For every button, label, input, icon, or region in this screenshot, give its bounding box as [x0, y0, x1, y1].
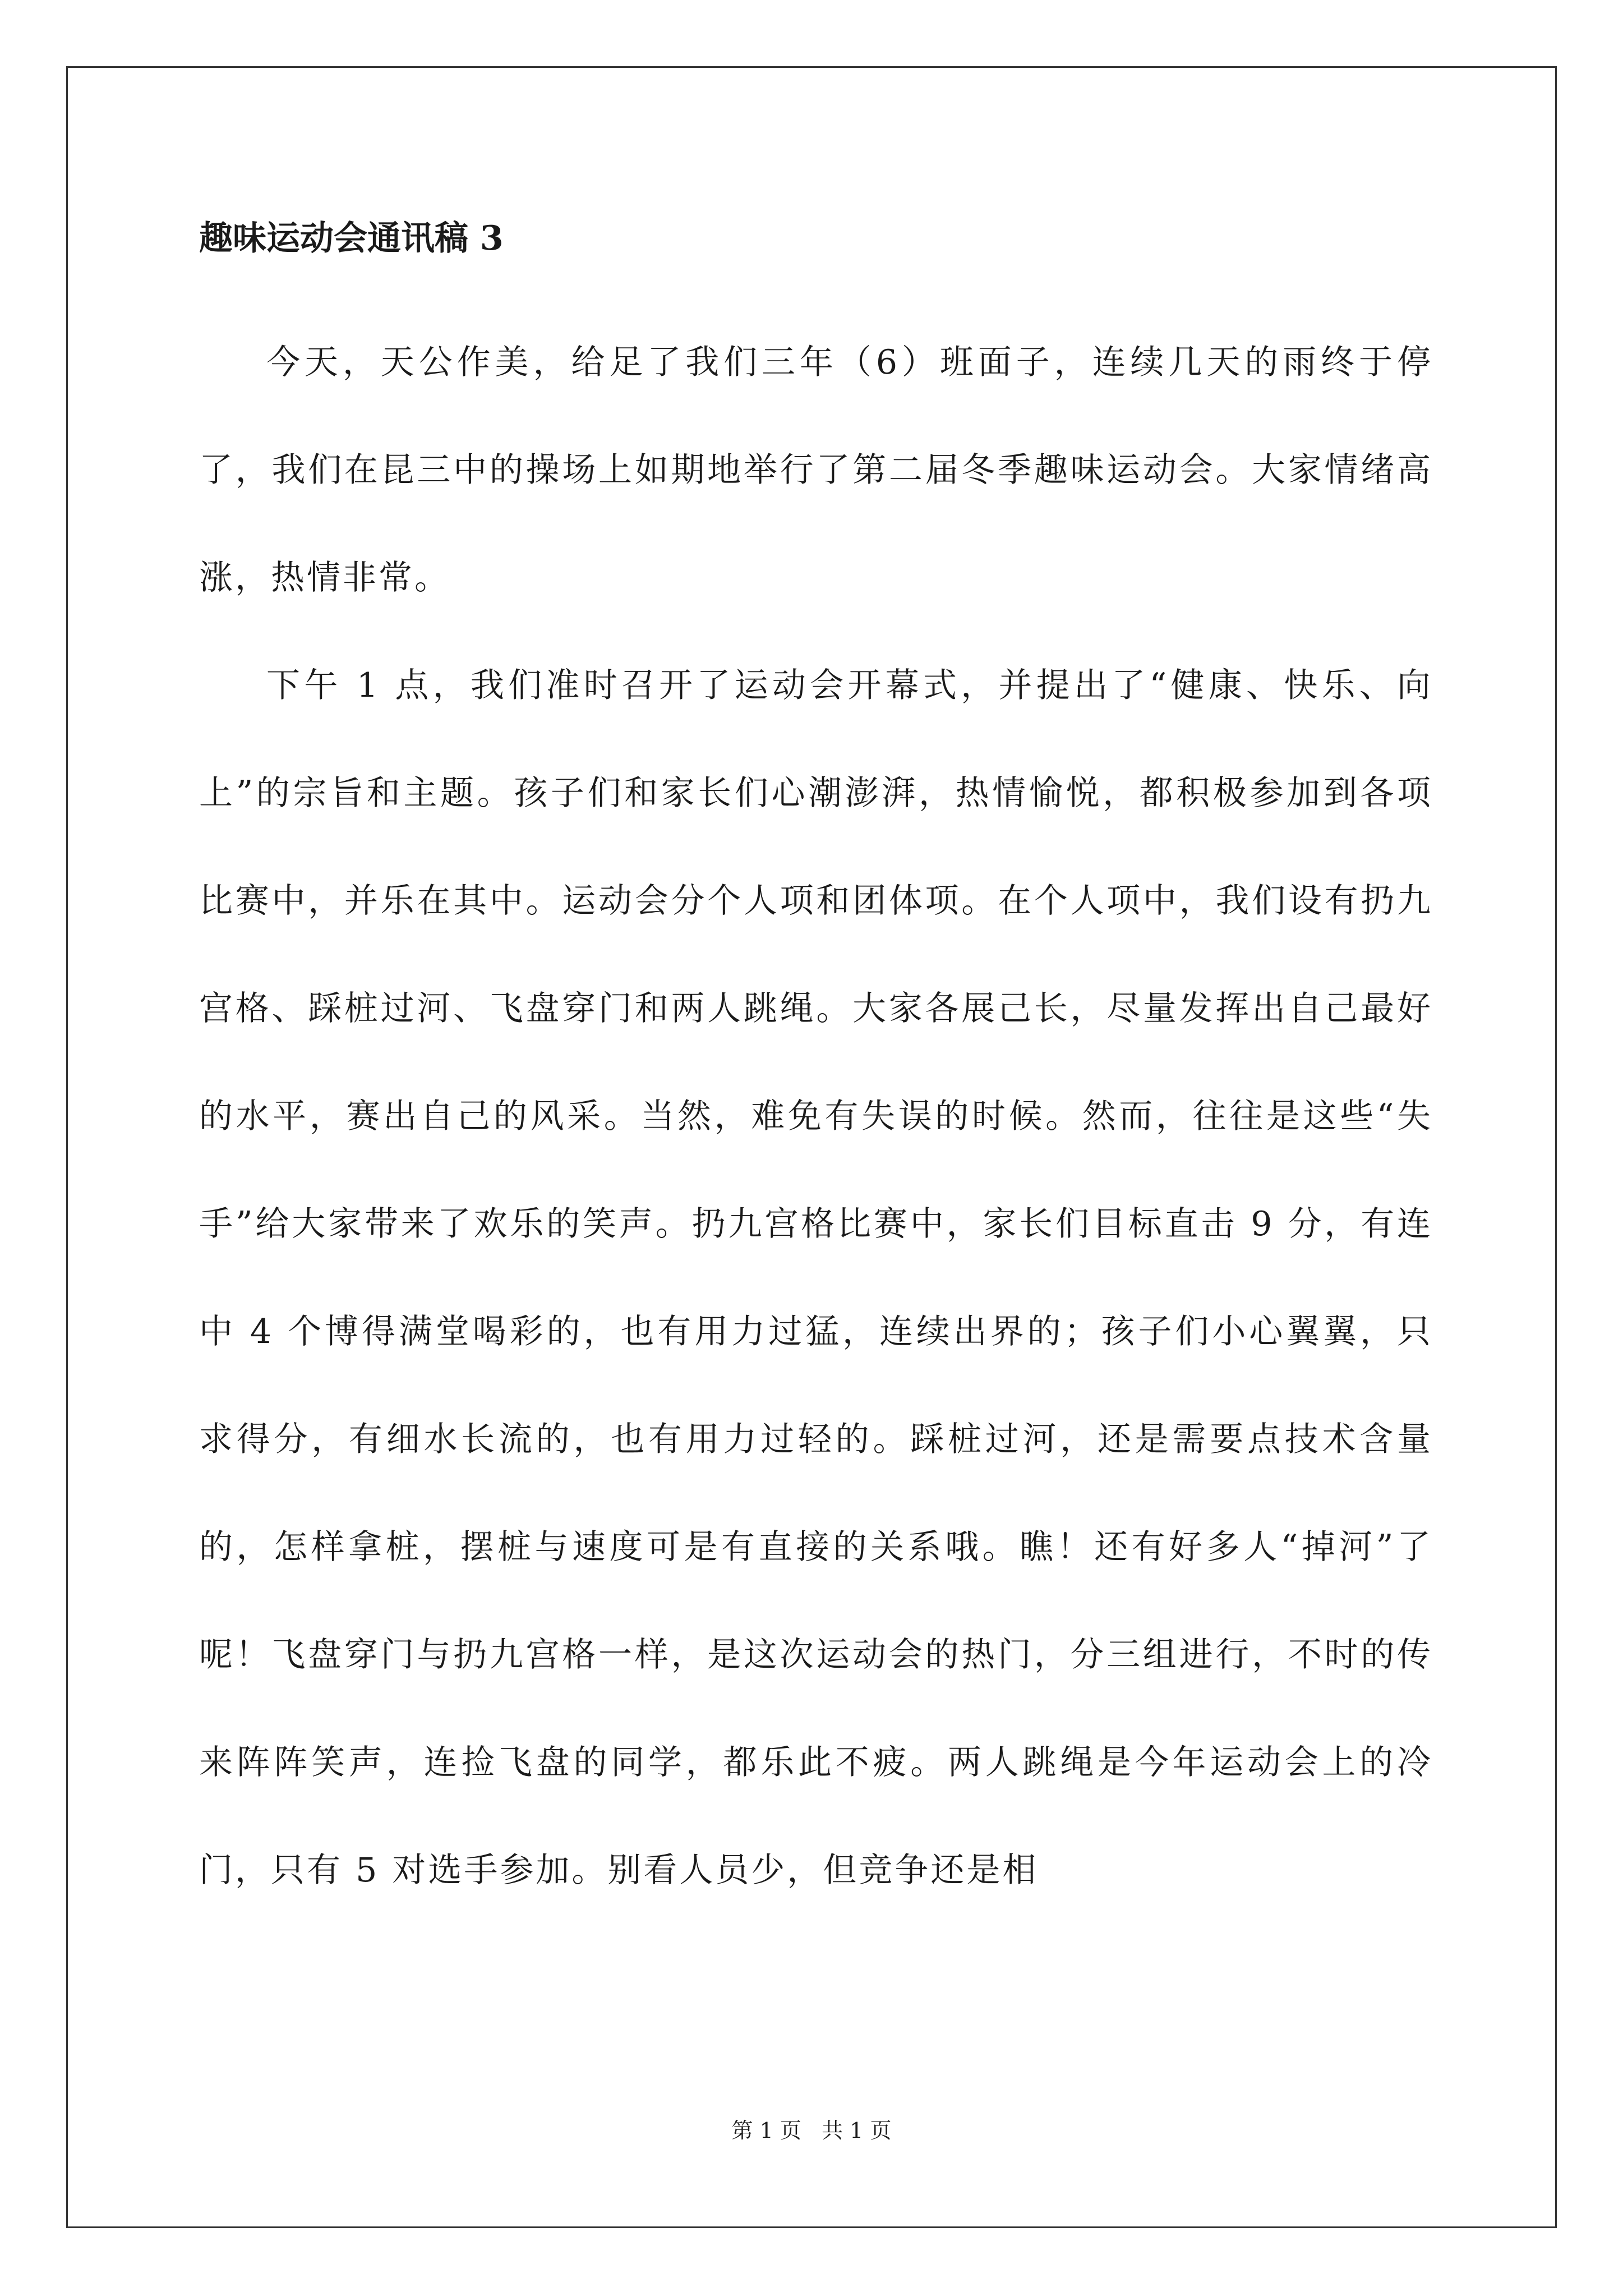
document-title: 趣味运动会通讯稿 3	[199, 219, 504, 258]
paragraph-1: 今天，天公作美，给足了我们三年（6）班面子，连续几天的雨终于停了，我们在昆三中的操场上如期地举行了第二届冬季趣味运动会。大家情绪高涨，热情非常。	[199, 343, 1433, 597]
document-body	[199, 219, 1433, 1924]
paragraph-2: 下午 1 点，我们准时召开了运动会开幕式，并提出了“健康、快乐、向上”的宗旨和主题。孩子们和家长们心潮澎湃，热情愉悦，都积极参加到各项比赛中，并乐在其中。运动会分个人项和团体项。在个人项中，我们设有扔九宫格、踩桩过河、飞盘穿门和两人跳绳。大家各展己长，尽量发挥出自己最好的水平，赛出自己的风采。当然，难免有失误的时候。然而，往往是这些“失手”给大家带来了欢乐的笑声。扔九宫格比赛中，家长们目标直击 9 分，有连中 4 个博得满堂喝彩的，也有用力过猛，连续出界的；孩子们小心翼翼，只求得分，有细水长流的，也有用力过轻的。踩桩过河，还是需要点技术含量的，怎样拿桩，摆桩与速度可是有直接的关系哦。瞧！还有好多人“掉河”了呢！飞盘穿门与扔九宫格一样，是这次运动会的热门，分三组进行，不时的传来阵阵笑声，连捡飞盘的同学，都乐此不疲。两人跳绳是今年运动会上的冷门，只有 5 对选手参加。别看人员少，但竞争还是相	[199, 666, 1433, 1890]
page-footer: 第 1 页 共 1 页	[731, 2118, 892, 2143]
